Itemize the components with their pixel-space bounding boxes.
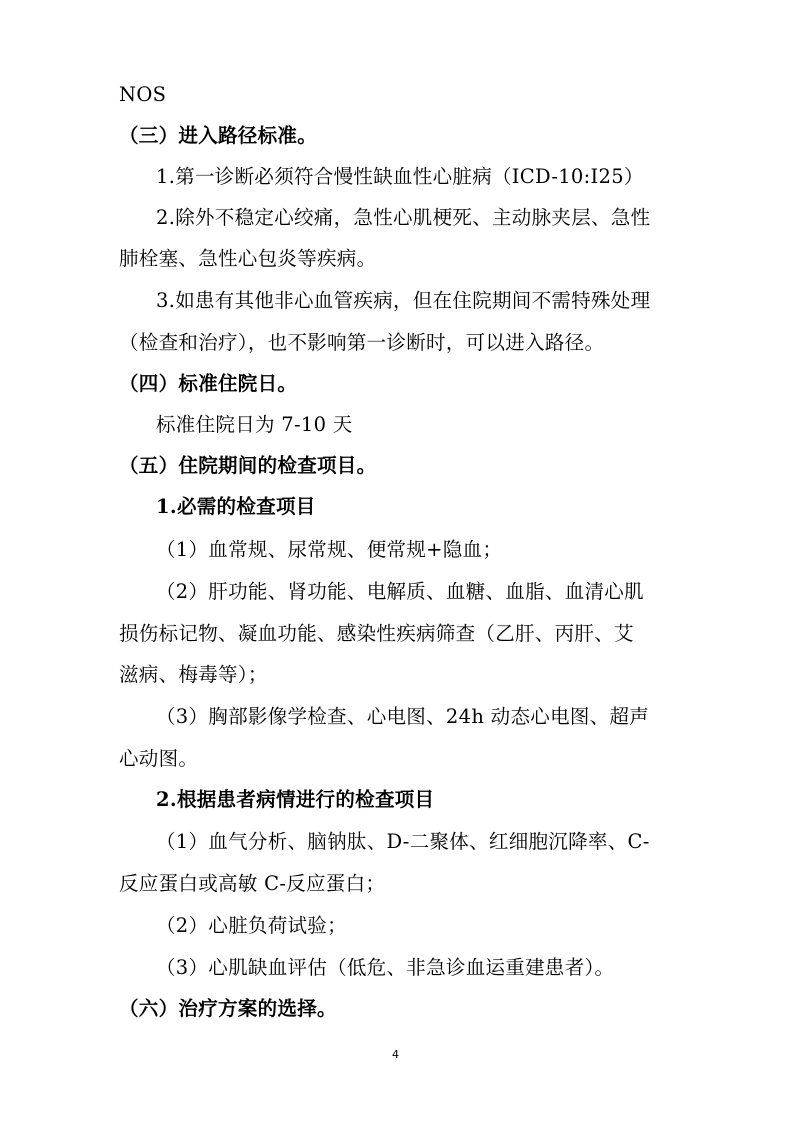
- subsection-heading: 1.必需的检查项目: [156, 495, 316, 518]
- text-line: 损伤标记物、凝血功能、感染性疾病筛查（乙肝、丙肝、艾: [119, 622, 634, 645]
- text-line: （3）心肌缺血评估（低危、非急诊血运重建患者）。: [156, 956, 615, 979]
- text-line: 心动图。: [119, 747, 199, 770]
- subsection-heading: 2.根据患者病情进行的检查项目: [156, 788, 435, 811]
- section-heading: （五）住院期间的检查项目。: [119, 454, 377, 477]
- page-number: 4: [392, 1048, 399, 1061]
- text-line: （1）血常规、尿常规、便常规+隐血；: [156, 538, 503, 561]
- text-line: （2）心脏负荷试验；: [156, 914, 347, 937]
- text-line: 2.除外不稳定心绞痛，急性心肌梗死、主动脉夹层、急性: [156, 206, 651, 229]
- section-heading: （四）标准住院日。: [119, 372, 298, 395]
- text-line: （1）血气分析、脑钠肽、D-二聚体、红细胞沉降率、C-: [156, 830, 650, 853]
- text-line: 肺栓塞、急性心包炎等疾病。: [119, 247, 377, 270]
- text-line: （检查和治疗），也不影响第一诊断时，可以进入路径。: [119, 331, 605, 354]
- section-heading: （三）进入路径标准。: [119, 124, 318, 147]
- section-heading: （六）治疗方案的选择。: [119, 997, 337, 1020]
- text-line: 滋病、梅毒等）；: [119, 663, 268, 686]
- text-line: 反应蛋白或高敏 C-反应蛋白；: [119, 872, 386, 895]
- text-line: 1.第一诊断必须符合慢性缺血性心脏病（ICD-10:I25）: [156, 165, 644, 188]
- text-line: （2）肝功能、肾功能、电解质、血糖、血脂、血清心肌: [156, 580, 644, 603]
- text-line: 标准住院日为 7-10 天: [156, 413, 353, 436]
- text-line: 3.如患有其他非心血管疾病，但在住院期间不需特殊处理: [156, 289, 651, 312]
- text-line: NOS: [119, 83, 167, 106]
- text-line: （3）胸部影像学检查、心电图、24h 动态心电图、超声: [156, 705, 650, 728]
